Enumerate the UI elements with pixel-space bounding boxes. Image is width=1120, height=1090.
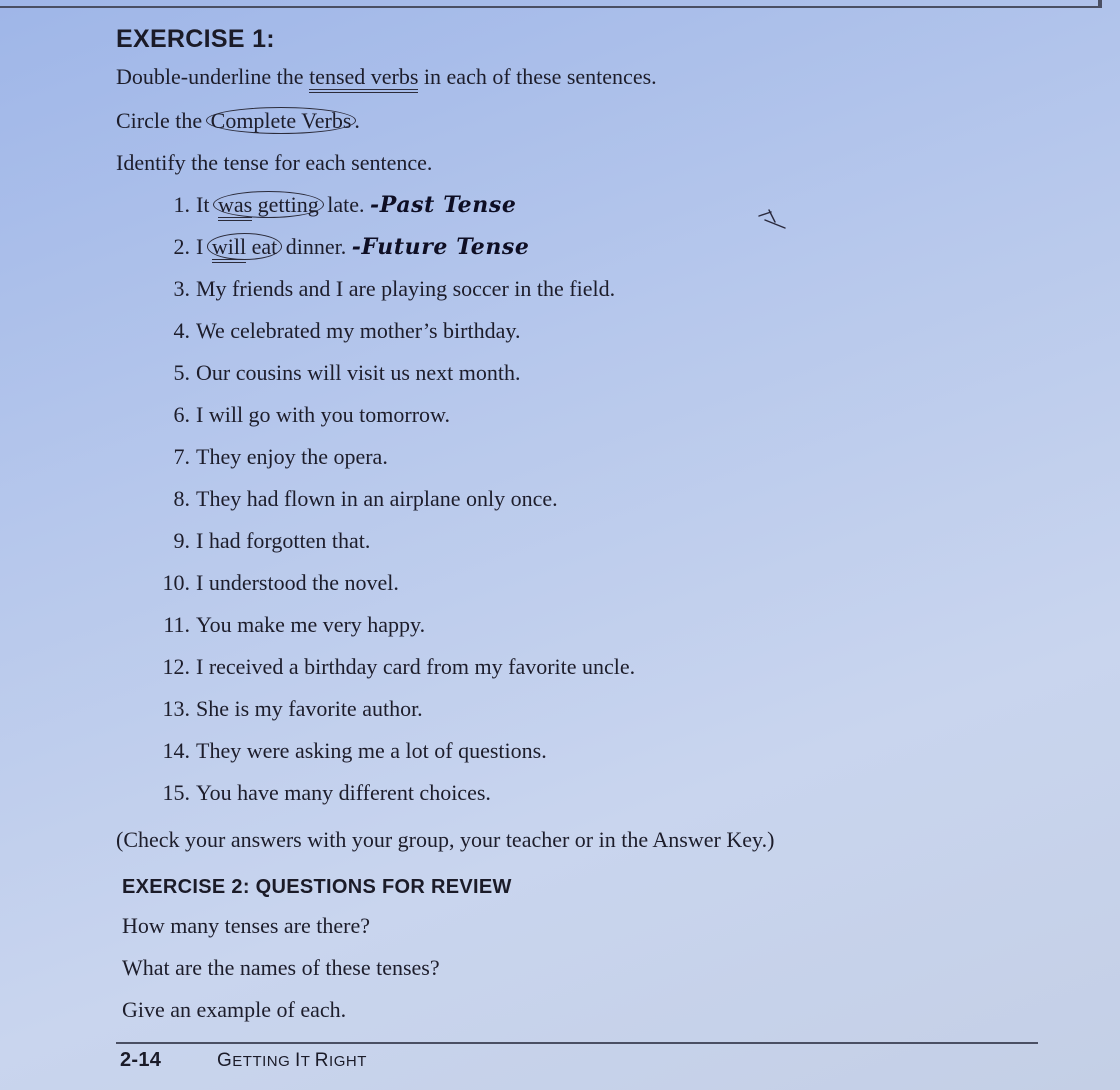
answer-check-note: (Check your answers with your group, your teacher or in the Answer Key.) <box>116 827 775 852</box>
item-text: Our cousins will visit us next month. <box>196 360 521 385</box>
circled-phrase: Complete Verbs <box>206 107 357 134</box>
instruction-text: . <box>354 108 360 133</box>
review-question: What are the names of these tenses? <box>122 955 440 980</box>
instruction-identify: Identify the tense for each sentence. <box>116 150 433 175</box>
list-item <box>140 612 425 652</box>
double-underlined-phrase: tensed verbs <box>309 64 418 93</box>
item-number: 10. <box>162 570 190 595</box>
list-item <box>140 192 516 232</box>
circled-verb <box>213 191 324 218</box>
handwritten-answer: -Future Tense <box>351 234 530 260</box>
item-number: 11. <box>163 612 190 637</box>
handwritten-answer: -Past Tense <box>370 192 517 218</box>
review-question: How many tenses are there? <box>122 913 371 938</box>
list-item <box>140 318 520 358</box>
instruction-text: in each of these sentences. <box>418 64 657 89</box>
list-item <box>140 360 521 400</box>
instruction-circle <box>116 108 360 134</box>
exercise1-title: EXERCISE 1: <box>116 25 275 53</box>
item-text: They were asking me a lot of questions. <box>196 738 547 763</box>
item-text: They enjoy the opera. <box>196 444 388 469</box>
item-number: 6. <box>173 402 190 427</box>
circled-verb-rest: getting <box>252 192 319 217</box>
item-text: We celebrated my mother’s birthday. <box>196 318 521 343</box>
top-rule-cap <box>1098 0 1102 8</box>
list-item <box>140 528 370 568</box>
list-item <box>140 234 530 274</box>
list-item <box>140 444 388 484</box>
list-item <box>140 654 635 694</box>
item-number: 2. <box>173 234 190 259</box>
top-rule <box>0 0 1098 8</box>
item-text: You have many different choices. <box>196 780 491 805</box>
list-item <box>140 696 423 736</box>
list-item <box>140 570 399 610</box>
exercise2-title: EXERCISE 2: QUESTIONS FOR REVIEW <box>122 876 512 898</box>
circled-verb-rest: eat <box>246 234 278 259</box>
item-number: 9. <box>173 528 190 553</box>
item-number: 13. <box>162 696 190 721</box>
item-text: I received a birthday card from my favorite uncle. <box>196 654 636 679</box>
instruction-text: Circle the <box>116 108 208 133</box>
circled-verb <box>207 233 282 260</box>
item-text: dinner. <box>280 234 347 259</box>
item-text: They had flown in an airplane only once. <box>196 486 558 511</box>
item-text: late. <box>321 192 365 217</box>
item-text: My friends and I are playing soccer in the field. <box>196 276 616 301</box>
item-text: I had forgotten that. <box>196 528 371 553</box>
list-item <box>140 738 547 778</box>
item-number: 14. <box>162 738 190 763</box>
item-number: 4. <box>173 318 190 343</box>
item-number: 8. <box>173 486 190 511</box>
item-text: You make me very happy. <box>196 612 426 637</box>
item-text: I understood the novel. <box>196 570 399 595</box>
list-item <box>140 486 558 526</box>
review-question: Give an example of each. <box>122 997 347 1022</box>
pen-mark-icon <box>755 206 795 236</box>
item-number: 3. <box>173 276 190 301</box>
item-number: 15. <box>162 780 190 805</box>
instruction-double-underline <box>116 64 657 90</box>
item-number: 1. <box>173 192 190 217</box>
item-text: She is my favorite author. <box>196 696 423 721</box>
double-underlined-verb: will <box>212 234 246 263</box>
item-text: It <box>196 192 215 217</box>
item-text: I <box>196 234 209 259</box>
instruction-text: Double-underline the <box>116 64 310 89</box>
list-item <box>140 780 491 820</box>
list-item <box>140 276 615 316</box>
item-number: 12. <box>162 654 190 679</box>
item-number: 7. <box>173 444 190 469</box>
item-text: I will go with you tomorrow. <box>196 402 450 427</box>
list-item <box>140 402 450 442</box>
page-number: 2-14 <box>120 1049 162 1071</box>
footer-rule <box>116 1042 1038 1044</box>
double-underlined-verb: was <box>218 192 252 221</box>
item-number: 5. <box>173 360 190 385</box>
book-title: GETTING IT RIGHT <box>217 1050 367 1071</box>
